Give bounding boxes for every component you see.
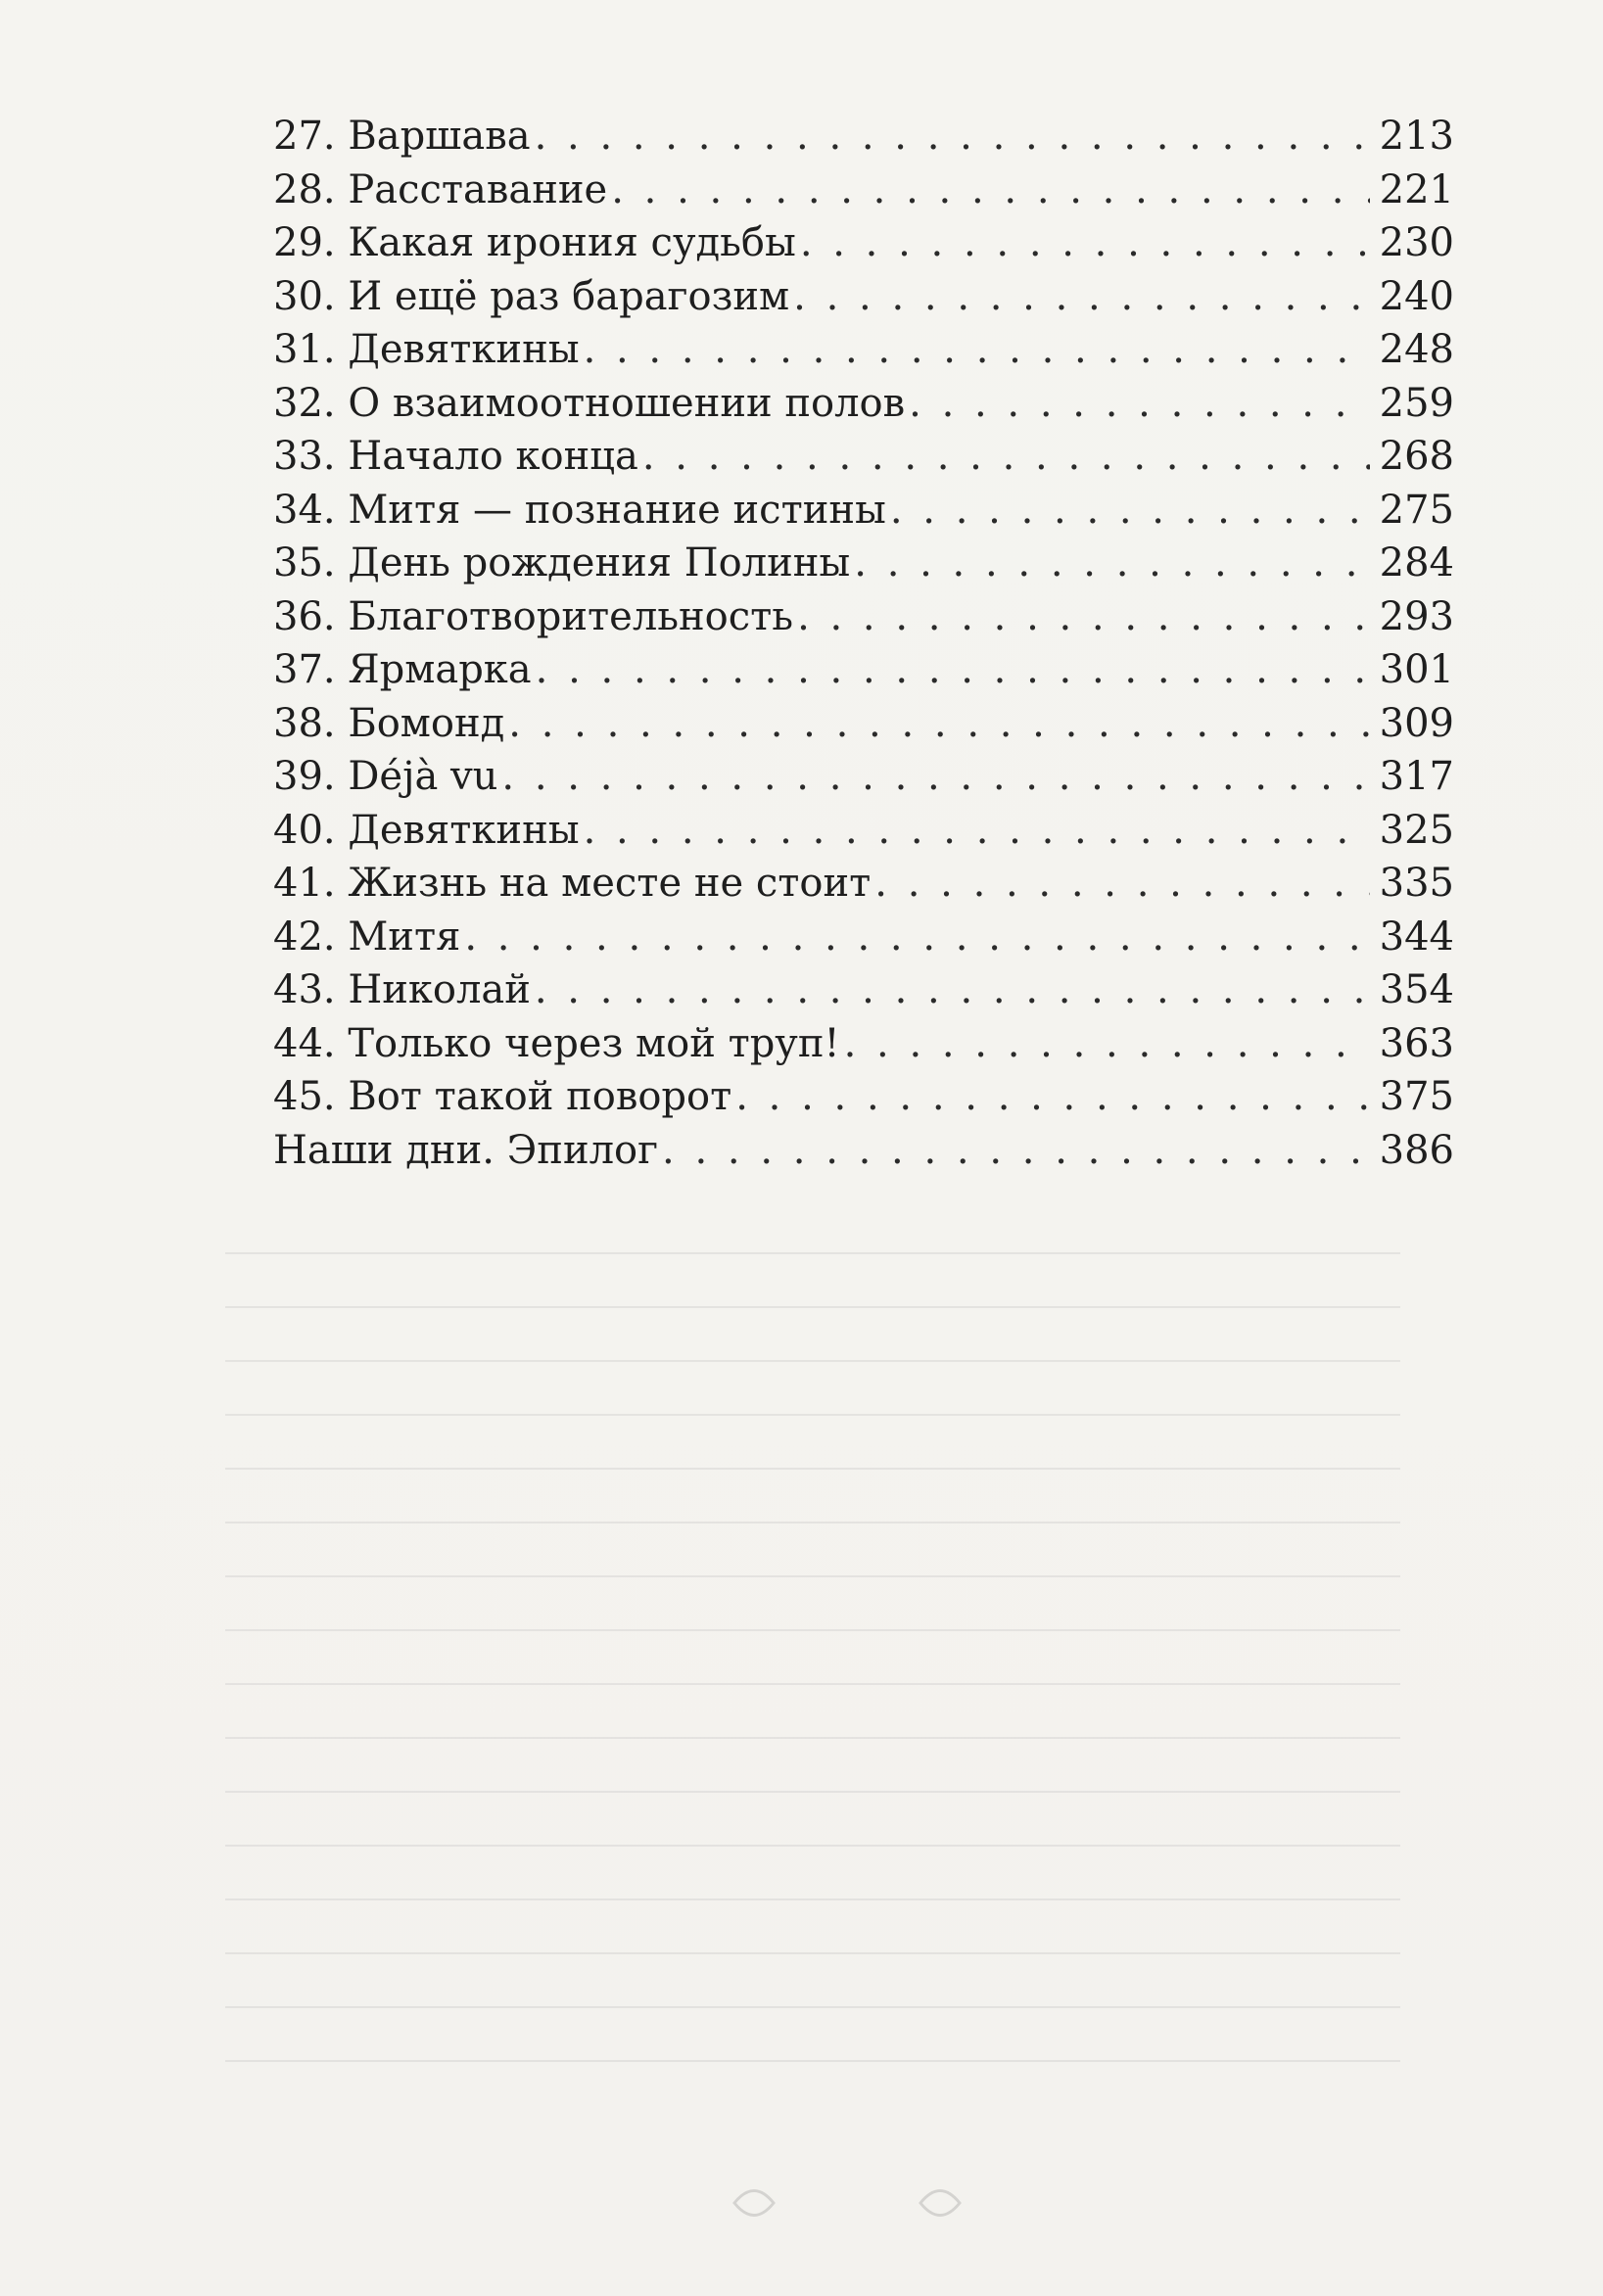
toc-entry: [273, 1070, 1454, 1124]
toc-entry-page: 275: [1379, 487, 1454, 533]
toc-leader-dots: [890, 484, 1370, 538]
toc-entry-page: 268: [1379, 434, 1454, 479]
toc-entry: [273, 110, 1454, 164]
toc-entry-title: 36. Благотворительность: [273, 593, 794, 639]
toc-entry: [273, 590, 1454, 644]
toc-entry-page: 230: [1379, 220, 1454, 265]
toc-entry: [273, 804, 1454, 858]
toc-leader-dots: [797, 590, 1370, 644]
toc-entry-page: 240: [1379, 273, 1454, 319]
toc-entry: [273, 537, 1454, 590]
toc-leader-dots: [793, 270, 1369, 324]
toc-leader-dots: [874, 857, 1369, 911]
toc-leader-dots: [735, 1070, 1369, 1124]
toc-entry-page: 259: [1379, 380, 1454, 426]
toc-entry-title: 29. Какая ирония судьбы: [273, 220, 796, 265]
toc-entry: [273, 1017, 1454, 1071]
toc-entry-page: 354: [1379, 967, 1454, 1012]
toc-entry-page: 325: [1379, 807, 1454, 853]
toc-entry-title: 31. Девяткины: [273, 327, 580, 372]
toc-entry-page: 335: [1379, 861, 1454, 906]
toc-entry-title: 27. Варшава: [273, 114, 531, 159]
toc-leader-dots: [854, 537, 1369, 590]
toc-leader-dots: [584, 804, 1370, 858]
toc-entry-title: 37. Ярмарка: [273, 647, 532, 692]
toc-entry: [273, 911, 1454, 964]
toc-leader-dots: [611, 164, 1369, 217]
toc-entry-page: 344: [1379, 914, 1454, 960]
toc-entry-page: 363: [1379, 1020, 1454, 1066]
toc-entry: [273, 1124, 1454, 1178]
toc-entry-title: 30. И ещё раз барагозим: [273, 273, 790, 319]
toc-entry-title: Наши дни. Эпилог: [273, 1127, 659, 1173]
toc-leader-dots: [800, 216, 1370, 270]
toc-leader-dots: [642, 430, 1370, 484]
toc-leader-dots: [501, 750, 1369, 804]
toc-entry-page: 248: [1379, 327, 1454, 372]
toc-entry-page: 284: [1379, 540, 1454, 586]
toc-entry-title: 32. О взаимоотношении полов: [273, 380, 906, 426]
toc-leader-dots: [464, 911, 1369, 964]
toc-entry: [273, 216, 1454, 270]
show-through-lines: [225, 1234, 1400, 2115]
toc-entry: [273, 857, 1454, 911]
toc-entry-title: 33. Начало конца: [273, 434, 638, 479]
toc-entry: [273, 323, 1454, 377]
toc-leader-dots: [536, 643, 1370, 697]
toc-entry-title: 35. День рождения Полины: [273, 540, 851, 586]
toc-entry: [273, 484, 1454, 538]
toc-entry-page: 293: [1379, 593, 1454, 639]
toc-entry: [273, 430, 1454, 484]
toc-entry-page: 386: [1379, 1127, 1454, 1173]
toc-entry: [273, 697, 1454, 751]
table-of-contents: [273, 110, 1454, 1177]
toc-leader-dots: [508, 697, 1369, 751]
toc-leader-dots: [909, 377, 1370, 431]
toc-leader-dots: [844, 1017, 1370, 1071]
toc-leader-dots: [662, 1124, 1370, 1178]
toc-entry: [273, 377, 1454, 431]
toc-entry-title: 43. Николай: [273, 967, 531, 1012]
toc-entry-page: 301: [1379, 647, 1454, 692]
toc-entry-page: 375: [1379, 1074, 1454, 1119]
toc-entry: [273, 164, 1454, 217]
toc-entry-title: 34. Митя — познание истины: [273, 487, 886, 533]
toc-entry-title: 44. Только через мой труп!: [273, 1020, 840, 1066]
toc-leader-dots: [535, 110, 1370, 164]
toc-entry-title: 28. Расставание: [273, 166, 608, 212]
toc-entry-title: 39. Déjà vu: [273, 754, 498, 799]
toc-entry: [273, 750, 1454, 804]
toc-entry-page: 221: [1379, 166, 1454, 212]
toc-leader-dots: [535, 963, 1370, 1017]
toc-entry-title: 42. Митя: [273, 914, 461, 960]
toc-entry: [273, 270, 1454, 324]
toc-entry-page: 317: [1379, 754, 1454, 799]
toc-entry-page: 213: [1379, 114, 1454, 159]
toc-entry: [273, 643, 1454, 697]
toc-entry-title: 41. Жизнь на месте не стоит: [273, 861, 872, 906]
toc-leader-dots: [584, 323, 1370, 377]
toc-entry-page: 309: [1379, 700, 1454, 746]
page-ornament-icon: [725, 2174, 969, 2232]
toc-entry-title: 40. Девяткины: [273, 807, 580, 853]
toc-entry: [273, 963, 1454, 1017]
toc-entry-title: 45. Вот такой поворот: [273, 1074, 732, 1119]
toc-entry-title: 38. Бомонд: [273, 700, 505, 746]
